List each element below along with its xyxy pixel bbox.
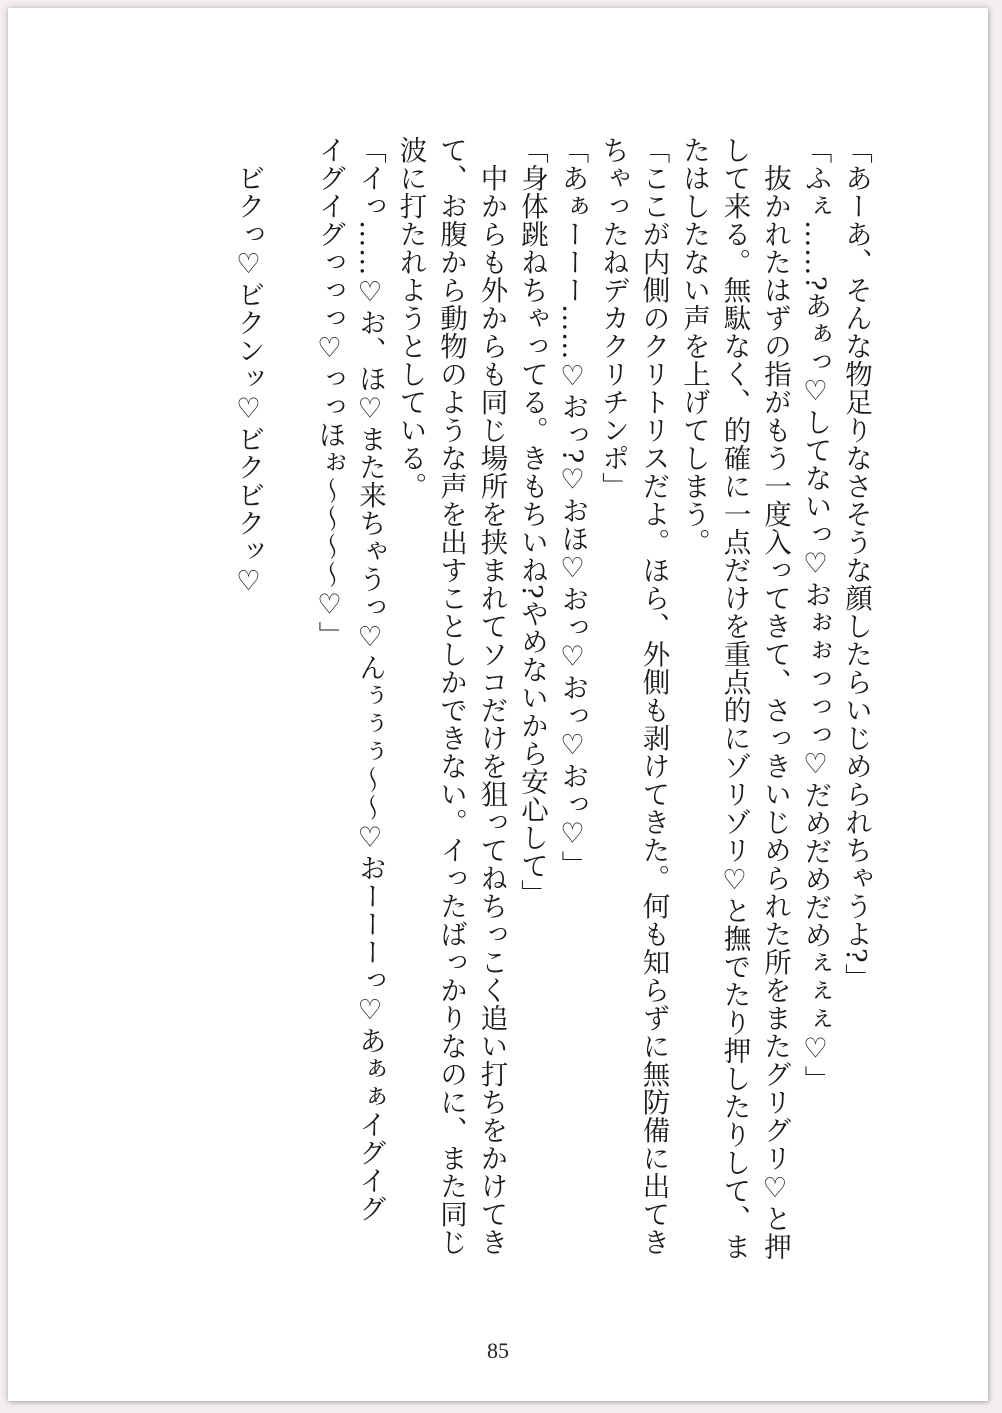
vertical-text-block — [228, 136, 876, 1326]
text-line: 抜かれたはずの指がもう一度入ってきて、さっきいじめられた所をまたグリグリ♡と押 — [759, 136, 791, 1261]
text-line: ビクっ♡ビクンッ♡ビクビクッ♡ — [232, 136, 265, 598]
text-line: て、お腹から動物のような声を出すことしかできない。イったばっかりなのに、また同じ — [435, 136, 467, 1256]
text-line: たはしたない声を上げてしまう。 — [678, 136, 710, 556]
text-line: 「あぁーーー……♡おっ?♡おほ♡おっ♡おっ♡おっ♡」 — [556, 136, 589, 879]
text-line: 「身体跳ねちゃってる。きもちいね?やめないから安心して」 — [516, 136, 548, 908]
text-line: ちゃったねデカクリチンポ」 — [597, 136, 629, 500]
page-number: 85 — [487, 1338, 509, 1363]
text-line: 中からも外からも同じ場所を挟まれてソコだけを狙ってねちっこく追い打ちをかけてき — [475, 136, 508, 1256]
text-line: 「ふぇ……?あぁっ♡してないっ♡おぉぉっっっ♡だめだめだめぇぇぇ♡」 — [799, 136, 832, 1094]
text-line: 「あーあ、そんな物足りなさそうな顔したらいじめられちゃうよ?」 — [840, 136, 872, 992]
text-line: 「イっ……♡お、ほ♡また来ちゃうっ♡んぅぅぅ〜〜♡おーーーっ♡あぁぁイグイグ — [354, 136, 386, 1223]
text-line: して来る。無駄なく、的確に一点だけを重点的にゾリゾリ♡と撫でたり押したりして、ま — [718, 136, 751, 1261]
blank-line — [269, 136, 310, 1326]
text-line: 「ここが内側のクリトリスだよ。ほら、外側も剥けてきた。何も知らずに無防備に出てき — [637, 136, 670, 1256]
book-page — [8, 8, 988, 1401]
text-line: イグイグっっっ♡っっほぉ〜〜〜〜♡」 — [313, 136, 346, 649]
text-line: 波に打たれようとしている。 — [394, 136, 427, 500]
